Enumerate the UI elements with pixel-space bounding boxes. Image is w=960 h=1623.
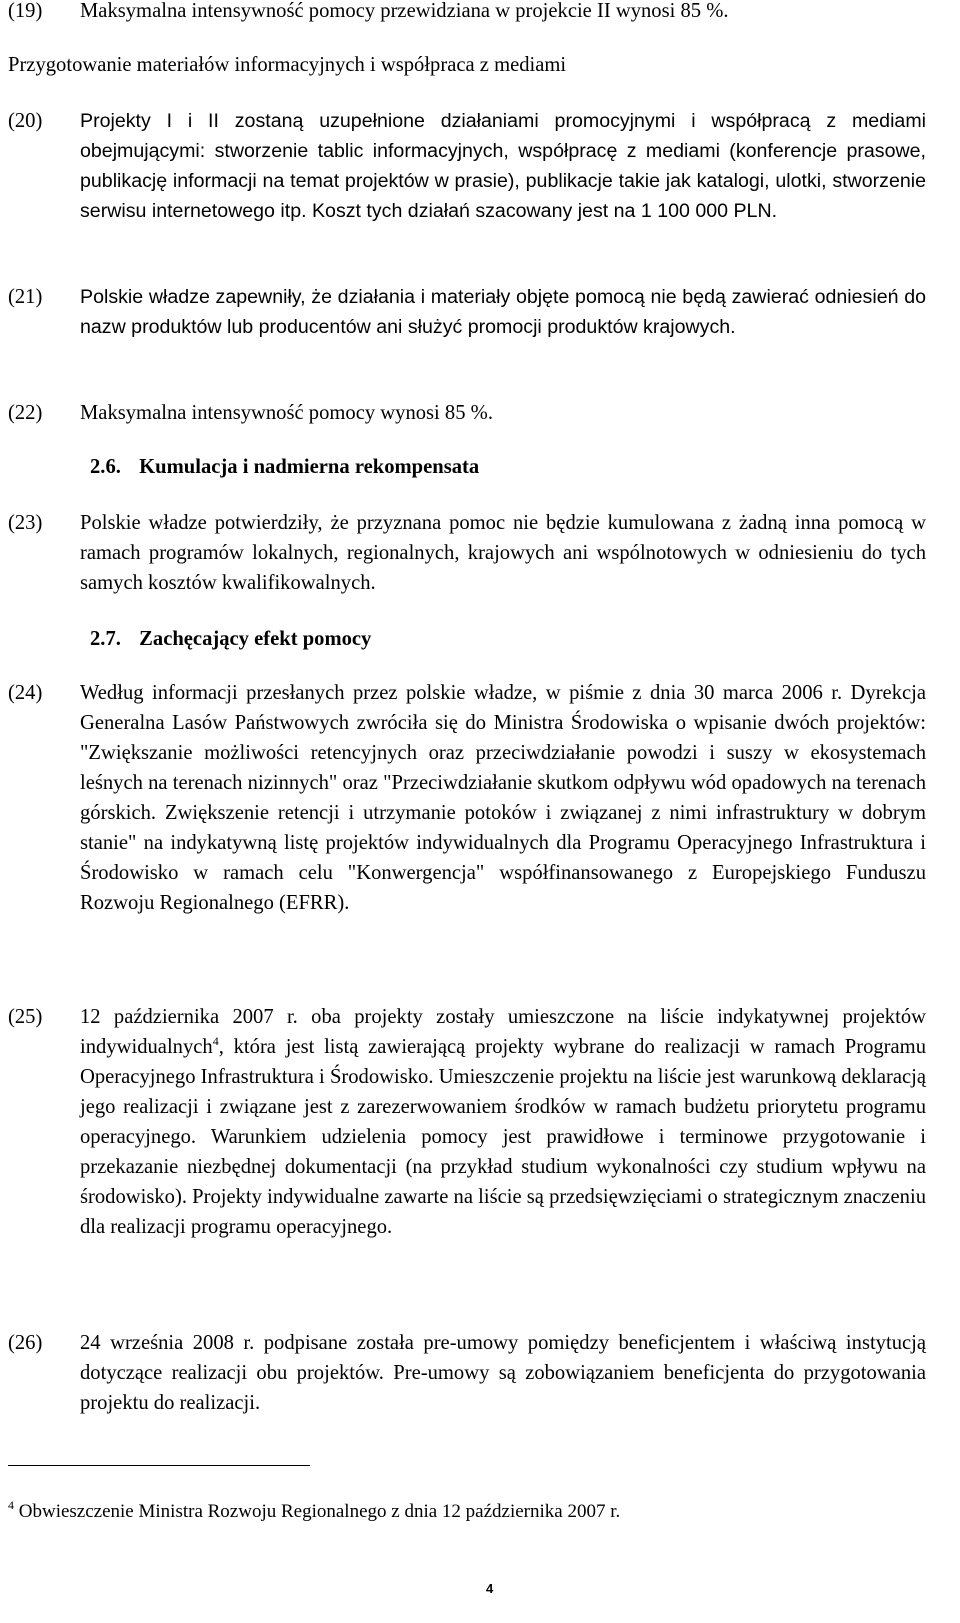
section-number: 2.7.: [90, 628, 121, 650]
section-title: Zachęcający efekt pomocy: [139, 628, 372, 650]
paragraph-19: [8, 0, 926, 26]
subheading-materials: Przygotowanie materiałów informacyjnych i współpraca z mediami: [8, 54, 567, 76]
paragraph-text: 24 września 2008 r. podpisane została pre-umowy pomiędzy beneficjentem i właściwą instytucją dotyczące realizacji obu projektów. Pre-umowy są zobowiązaniem beneficjenta do przygotowania projektu do realizacji.: [80, 1332, 926, 1414]
paragraph-text: Maksymalna intensywność pomocy przewidziana w projekcie II wynosi 85 %.: [80, 0, 729, 22]
paragraph-24: [8, 678, 926, 918]
paragraph-number: (21): [8, 286, 43, 308]
footnote: [8, 1497, 620, 1527]
footnote-text: Obwieszczenie Ministra Rozwoju Regionalnego z dnia 12 października 2007 r.: [18, 1501, 621, 1522]
paragraph-number: (22): [8, 402, 43, 424]
page-number: 4: [486, 1581, 494, 1596]
section-title: Kumulacja i nadmierna rekompensata: [139, 456, 480, 478]
paragraph-text: Według informacji przesłanych przez polskie władze, w piśmie z dnia 30 marca 2006 r. Dyrekcja Generalna Lasów Państwowych zwróciła się do Ministra Środowiska o wpisanie dwóch projektów: "Zwiększanie możliwości retencyjnych oraz przeciwdziałanie powodzi i suszy w ekosystemach leśnych na terenach nizinnych" oraz "Przeciwdziałanie skutkom odpływu wód opadowych na terenach górskich. Zwiększenie retencji i utrzymanie potoków i związanej z nimi infrastruktury w dobrym stanie" na indykatywną listę projektów indywidualnych dla Programu Operacyjnego Infrastruktura i Środowisko w ramach celu "Konwergencja" współfinansowanego z Europejskiego Funduszu Rozwoju Regionalnego (EFRR).: [80, 682, 926, 914]
paragraph-number: (24): [8, 682, 43, 704]
paragraph-22: [8, 398, 926, 428]
paragraph-25: [8, 1002, 926, 1242]
paragraph-26: [8, 1328, 926, 1418]
section-heading-2-6: [90, 452, 479, 482]
paragraph-text: Maksymalna intensywność pomocy wynosi 85 %.: [80, 402, 493, 424]
paragraph-text-part: , która jest listą zawierającą projekty wybrane do realizacji w ramach Programu Operacyjnego Infrastruktura i Środowisko. Umieszczenie projektu na liście jest warunkową deklaracją jego realizacji i związane jest z zarezerwowaniem środków w ramach budżetu priorytetu programu operacyjnego. Warunkiem udzielenia pomocy jest prawidłowe i terminowe przygotowanie i przekazanie niezbędnej dokumentacji (na przykład studium wykonalności czy studium wpływu na środowisko). Projekty indywidualne zawarte na liście są przedsięwzięciami o strategicznym znaczeniu dla realizacji programu operacyjnego.: [80, 1036, 926, 1238]
footnote-reference[interactable]: 4: [212, 1034, 219, 1048]
paragraph-number: (23): [8, 512, 43, 534]
paragraph-number: (26): [8, 1332, 43, 1354]
paragraph-number: (19): [8, 0, 43, 22]
section-number: 2.6.: [90, 456, 121, 478]
paragraph-number: (20): [8, 110, 43, 132]
footnote-separator: [8, 1465, 310, 1466]
paragraph-text: Polskie władze potwierdziły, że przyznana pomoc nie będzie kumulowana z żadną inna pomocą w ramach programów lokalnych, regionalnych, krajowych ani wspólnotowych w odniesieniu do tych samych kosztów kwalifikowalnych.: [80, 512, 926, 594]
paragraph-text: [80, 1002, 926, 1242]
paragraph-23: [8, 508, 926, 598]
paragraph-text: Polskie władze zapewniły, że działania i materiały objęte pomocą nie będą zawierać odniesień do nazw produktów lub producentów ani służyć promocji produktów krajowych.: [80, 286, 926, 338]
paragraph-text: Projekty I i II zostaną uzupełnione działaniami promocyjnymi i współpracą z mediami obejmującymi: stworzenie tablic informacyjnych, współpracę z mediami (konferencje prasowe, publikację informacji na temat projektów w prasie), publikacje takie jak katalogi, ulotki, stworzenie serwisu internetowego itp. Koszt tych działań szacowany jest na 1 100 000 PLN.: [80, 110, 926, 222]
footnote-marker: 4: [8, 1498, 14, 1512]
section-heading-2-7: [90, 624, 371, 654]
paragraph-number: (25): [8, 1006, 43, 1028]
paragraph-20: [8, 106, 926, 226]
paragraph-text-part: 12 października 2007 r. oba projekty zostały umieszczone na liście indykatywnej projektów indywidualnych: [80, 1006, 926, 1058]
paragraph-21: [8, 282, 926, 342]
